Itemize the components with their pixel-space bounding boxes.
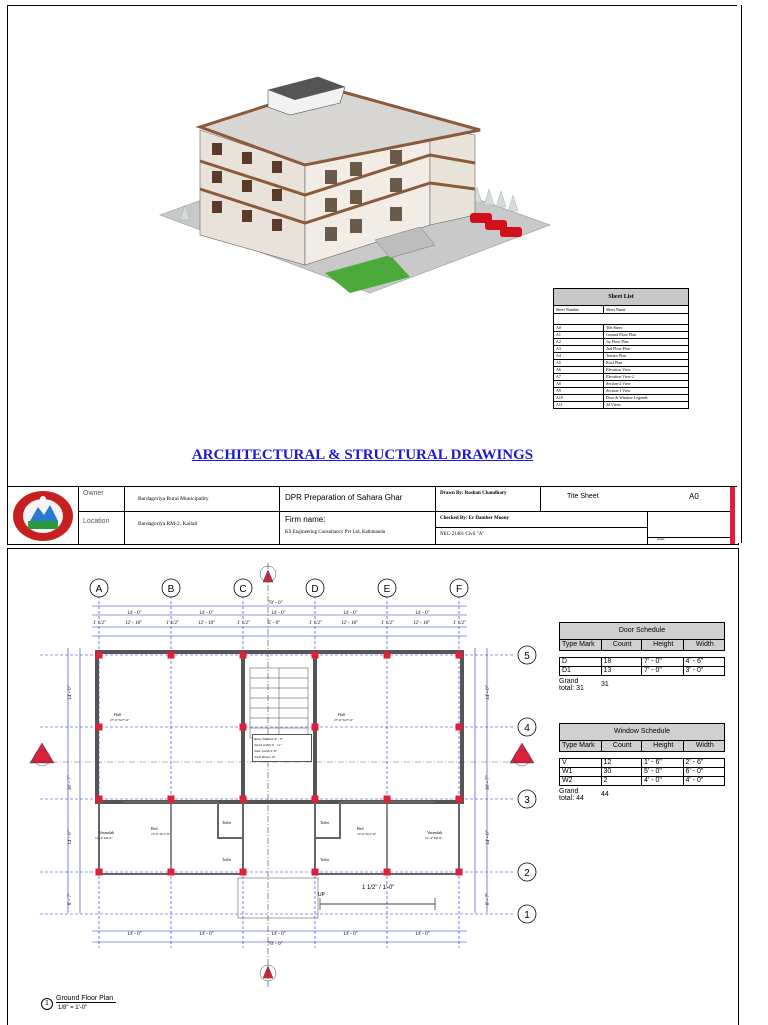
- sheet-name-header: Sheet Name: [606, 307, 626, 312]
- cell: 7' - 0": [642, 667, 684, 675]
- top-dim: 14' - 0": [127, 611, 142, 616]
- stair-note: [252, 734, 312, 762]
- room-label: Verandah: [427, 830, 443, 835]
- cell: 7' - 0": [642, 658, 684, 666]
- municipality-logo: [10, 489, 76, 543]
- grid-bubble-E: [378, 579, 396, 597]
- door-schedule: [559, 622, 725, 692]
- door-schedule-header: [559, 640, 725, 651]
- sub-dim: 12' - 10": [198, 621, 216, 626]
- svg-text:A: A: [95, 584, 103, 595]
- right-dim: 14' - 0": [486, 830, 491, 845]
- sheet-list-table: [553, 288, 689, 409]
- sheet-number-cell: A3: [554, 346, 604, 352]
- column-marker: [456, 796, 463, 803]
- sub-dim: 1' 1/2": [93, 621, 107, 626]
- grand-total-value: 44: [601, 791, 609, 798]
- grid-bubble-A: [90, 579, 108, 597]
- column-marker: [168, 652, 175, 659]
- sub-dim: 1' 1/2": [453, 621, 467, 626]
- column-marker: [312, 724, 319, 731]
- up-label: UP: [318, 892, 325, 898]
- table-row: [559, 777, 725, 786]
- stair-note-line: Riser Number 9' - 0": [254, 737, 284, 741]
- grand-total-label: Grand total: 31: [559, 678, 584, 692]
- left-dim: 14' - 0": [68, 685, 73, 700]
- stair-note-line: Total Risers 18: [254, 755, 276, 759]
- col-count: Count: [602, 741, 643, 751]
- cell: 6' - 0": [685, 768, 704, 775]
- right-dim: 8' - 7": [486, 892, 491, 905]
- checked-by: Checked By: Er Damber Moony: [440, 516, 509, 521]
- sub-dim: 5' - 0": [268, 621, 281, 626]
- sheet-name-cell: 3d Views: [606, 402, 621, 407]
- column-marker: [240, 724, 247, 731]
- column-marker: [96, 724, 103, 731]
- table-row: [553, 381, 689, 388]
- room-label: Toilet: [222, 857, 232, 862]
- svg-text:2: 2: [524, 868, 530, 879]
- main-title: ARCHITECTURAL & STRUCTURAL DRAWINGS: [191, 447, 534, 463]
- cell: D: [560, 658, 602, 666]
- column-marker: [96, 796, 103, 803]
- project-name: DPR Preparation of Sahara Ghar: [285, 493, 403, 502]
- sheet-name-cell: Terrace Plan: [606, 353, 627, 358]
- sheet-number-header: Sheet Number: [554, 306, 604, 313]
- nec-number: NEC-21461 Civil "A": [440, 532, 485, 537]
- sheet-number-cell: A8: [554, 381, 604, 387]
- room-size: 27'-6"X27'-6": [334, 718, 354, 722]
- left-dim: 8' - 7": [68, 892, 73, 905]
- room-size: 14'-0"X11'-8": [151, 832, 171, 836]
- firm-value: KS Engineering Consultancy Pvt Ltd, Kathmandu: [285, 530, 386, 535]
- sub-dim: 1' 1/2": [237, 621, 251, 626]
- door-schedule-title: Door Schedule: [559, 622, 725, 640]
- cell: 4' - 0": [642, 777, 684, 785]
- cell: D1: [560, 667, 602, 675]
- cell: V: [560, 759, 602, 767]
- cell: 2: [602, 777, 643, 785]
- stair-note-line: Tread width 0' - 11": [254, 743, 282, 747]
- top-dim: 14' - 0": [271, 611, 286, 616]
- column-marker: [240, 869, 247, 876]
- column-marker: [456, 652, 463, 659]
- grid-bubble-F: [450, 579, 468, 597]
- sheet-name-cell: Ground Floor Plan: [606, 332, 636, 337]
- bottom-dim: 14' - 0": [415, 932, 430, 937]
- sheet-list-header: [553, 306, 689, 314]
- col-type-mark: Type Mark: [560, 640, 602, 650]
- drawn-by: Drawn By: Roshan Chaudhary: [440, 491, 507, 496]
- col-type-mark: Type Mark: [560, 741, 602, 751]
- room-size: 11'-4"X9'-6": [425, 836, 443, 840]
- grid-bubble-2: [518, 863, 536, 881]
- left-dim: 14' - 0": [68, 830, 73, 845]
- sheet-number-cell: A0: [554, 325, 604, 331]
- table-row: [559, 657, 725, 667]
- column-marker: [312, 796, 319, 803]
- cell: 12: [602, 759, 643, 767]
- svg-text:C: C: [239, 584, 247, 595]
- sheet-name-cell: Tile Sheet: [606, 325, 623, 330]
- cell: 2' - 6": [685, 759, 704, 766]
- cell: 3' - 0": [685, 667, 704, 674]
- table-row: [553, 395, 689, 402]
- table-row: [553, 374, 689, 381]
- room-label: Toilet: [222, 820, 232, 825]
- sheet-edge: [737, 5, 742, 543]
- grid-bubble-C: [234, 579, 252, 597]
- column-marker: [240, 652, 247, 659]
- left-dim: 30' - 7": [68, 775, 73, 790]
- column-marker: [312, 652, 319, 659]
- table-row: [553, 402, 689, 409]
- column-marker: [456, 869, 463, 876]
- sheet-number-cell: A6: [554, 367, 604, 373]
- sheet-name-cell: Section-1 View: [606, 388, 631, 393]
- svg-text:4: 4: [524, 723, 530, 734]
- sub-dim: 12' - 10": [341, 621, 359, 626]
- col-width: Width: [695, 742, 714, 749]
- sheet-number-cell: A5: [554, 360, 604, 366]
- sheet-number: A0: [689, 492, 699, 501]
- svg-text:1: 1: [524, 910, 530, 921]
- room-size: 11'-4"X9'-6": [95, 836, 113, 840]
- col-width: Width: [695, 641, 714, 648]
- top-dim-total: 70' - 0": [268, 601, 283, 606]
- sheet-list-rows: [553, 324, 689, 409]
- sheet-name-cell: Section-2 View: [606, 381, 631, 386]
- bottom-dim: 14' - 0": [199, 932, 214, 937]
- cell: 5' - 0": [642, 768, 684, 776]
- sheet-number-cell: A2: [554, 339, 604, 345]
- table-row: [553, 367, 689, 374]
- sheet-number-cell: A10: [554, 395, 604, 401]
- cell: 18: [602, 658, 643, 666]
- table-row: [559, 768, 725, 777]
- column-marker: [96, 652, 103, 659]
- cell: W2: [560, 777, 602, 785]
- grand-total-label: Grand total: 44: [559, 788, 584, 802]
- scale-label: Scale: [657, 537, 665, 541]
- window-schedule-header: [559, 741, 725, 752]
- top-dim: 14' - 0": [343, 611, 358, 616]
- bottom-dim-total: 70' - 0": [268, 942, 283, 947]
- grid-bubble-3: [518, 790, 536, 808]
- sub-dim: 1' 1/2": [309, 621, 323, 626]
- sheet-number-cell: A11: [554, 402, 604, 408]
- title-block: [7, 486, 737, 544]
- grid-bubble-1: [518, 905, 536, 923]
- cell: 13: [602, 667, 643, 675]
- table-row: [553, 339, 689, 346]
- table-row: [559, 758, 725, 768]
- right-dim: 30' - 7": [486, 775, 491, 790]
- grid-bubble-4: [518, 718, 536, 736]
- bottom-dim: 14' - 0": [343, 932, 358, 937]
- cell: 4' - 0": [685, 777, 704, 784]
- window-grand-total: [559, 788, 725, 802]
- sheet-name-cell: 1st Floor Plan: [606, 339, 629, 344]
- svg-text:F: F: [455, 584, 463, 595]
- building-3d-render: [150, 55, 560, 295]
- view-scale: 1/8" = 1'-0": [58, 1005, 88, 1011]
- owner-value: Bardagoriya Rural Municipality: [138, 496, 209, 502]
- room-label: Hall: [338, 712, 345, 717]
- sheet-name-cell: Roof Plan: [606, 360, 623, 365]
- top-dim: 14' - 0": [199, 611, 214, 616]
- scale-note: 1 1/2" / 1'-0": [362, 885, 395, 891]
- sheet-name-cell: Elevation View-2: [606, 374, 635, 379]
- ground-floor-plan-drawing: [0, 548, 560, 1024]
- location-label: Location: [83, 518, 110, 525]
- column-marker: [168, 796, 175, 803]
- view-title: Ground Floor Plan: [56, 995, 116, 1003]
- grid-bubble-5: [518, 646, 536, 664]
- stair-note-line: Stair width 3'-6": [254, 749, 278, 753]
- view-number: 1: [45, 1000, 49, 1007]
- grand-total-value: 31: [601, 681, 609, 688]
- bottom-dim: 14' - 0": [271, 932, 286, 937]
- col-height: Height: [642, 741, 684, 751]
- column-marker: [312, 869, 319, 876]
- view-number-bubble: [41, 998, 53, 1010]
- room-label: Toilet: [320, 857, 330, 862]
- window-schedule-title: Window Schedule: [559, 723, 725, 741]
- column-marker: [384, 796, 391, 803]
- firm-label: Firm name:: [285, 515, 326, 524]
- svg-text:5: 5: [524, 651, 530, 662]
- top-dim: 14' - 0": [415, 611, 430, 616]
- col-height: Height: [642, 640, 684, 650]
- table-row: [553, 332, 689, 339]
- sub-dim: 1' 1/2": [381, 621, 395, 626]
- cell: 30: [602, 768, 643, 776]
- grid-columns: [90, 579, 468, 597]
- room-label: Bed: [357, 826, 364, 831]
- room-label: Bed: [151, 826, 158, 831]
- sheet-name-cell: Door & Window Legends: [606, 395, 648, 400]
- room-size: 14'-0"X11'-8": [357, 832, 377, 836]
- sheet-name-cell: Elevation View: [606, 367, 631, 372]
- column-marker: [168, 869, 175, 876]
- room-label: Toilet: [320, 820, 330, 825]
- table-row: [553, 360, 689, 367]
- cell: 1' - 6": [642, 759, 684, 767]
- door-grand-total: [559, 678, 725, 692]
- sub-dim: 12' - 10": [413, 621, 431, 626]
- sheet-number-cell: A4: [554, 353, 604, 359]
- table-row: [559, 667, 725, 676]
- room-label: Verandah: [99, 830, 115, 835]
- sheet-number-cell: A9: [554, 388, 604, 394]
- grid-rows: [518, 646, 536, 923]
- sub-dim: 12' - 10": [125, 621, 143, 626]
- svg-text:B: B: [167, 584, 175, 595]
- column-marker: [456, 724, 463, 731]
- svg-text:3: 3: [524, 795, 530, 806]
- right-dim: 14' - 0": [486, 685, 491, 700]
- column-marker: [384, 652, 391, 659]
- table-row: [553, 346, 689, 353]
- window-schedule: [559, 723, 725, 802]
- sheet-number-cell: A7: [554, 374, 604, 380]
- svg-text:D: D: [311, 584, 319, 595]
- column-marker: [240, 796, 247, 803]
- sub-dim: 1' 1/2": [166, 621, 180, 626]
- location-value: Bardagoriya RM-2, Kailali: [138, 521, 198, 527]
- table-row: [553, 388, 689, 395]
- sheet-number-cell: A1: [554, 332, 604, 338]
- table-row: [553, 324, 689, 332]
- table-row: [553, 353, 689, 360]
- cell: 4' - 6": [685, 658, 704, 665]
- owner-label: Owner: [83, 490, 104, 497]
- sheet-list-title: Sheet List: [553, 288, 689, 306]
- column-marker: [384, 869, 391, 876]
- room-label: Hall: [114, 712, 121, 717]
- bottom-dim: 14' - 0": [127, 932, 142, 937]
- grid-bubble-B: [162, 579, 180, 597]
- cell: W1: [560, 768, 602, 776]
- col-count: Count: [602, 640, 643, 650]
- column-marker: [96, 869, 103, 876]
- sheet-name-cell: 2nd Floor Plan: [606, 346, 630, 351]
- room-size: 27'-6"X27'-6": [110, 718, 130, 722]
- sheet-title: Tite Sheet: [567, 493, 599, 500]
- svg-text:E: E: [383, 584, 391, 595]
- grid-bubble-D: [306, 579, 324, 597]
